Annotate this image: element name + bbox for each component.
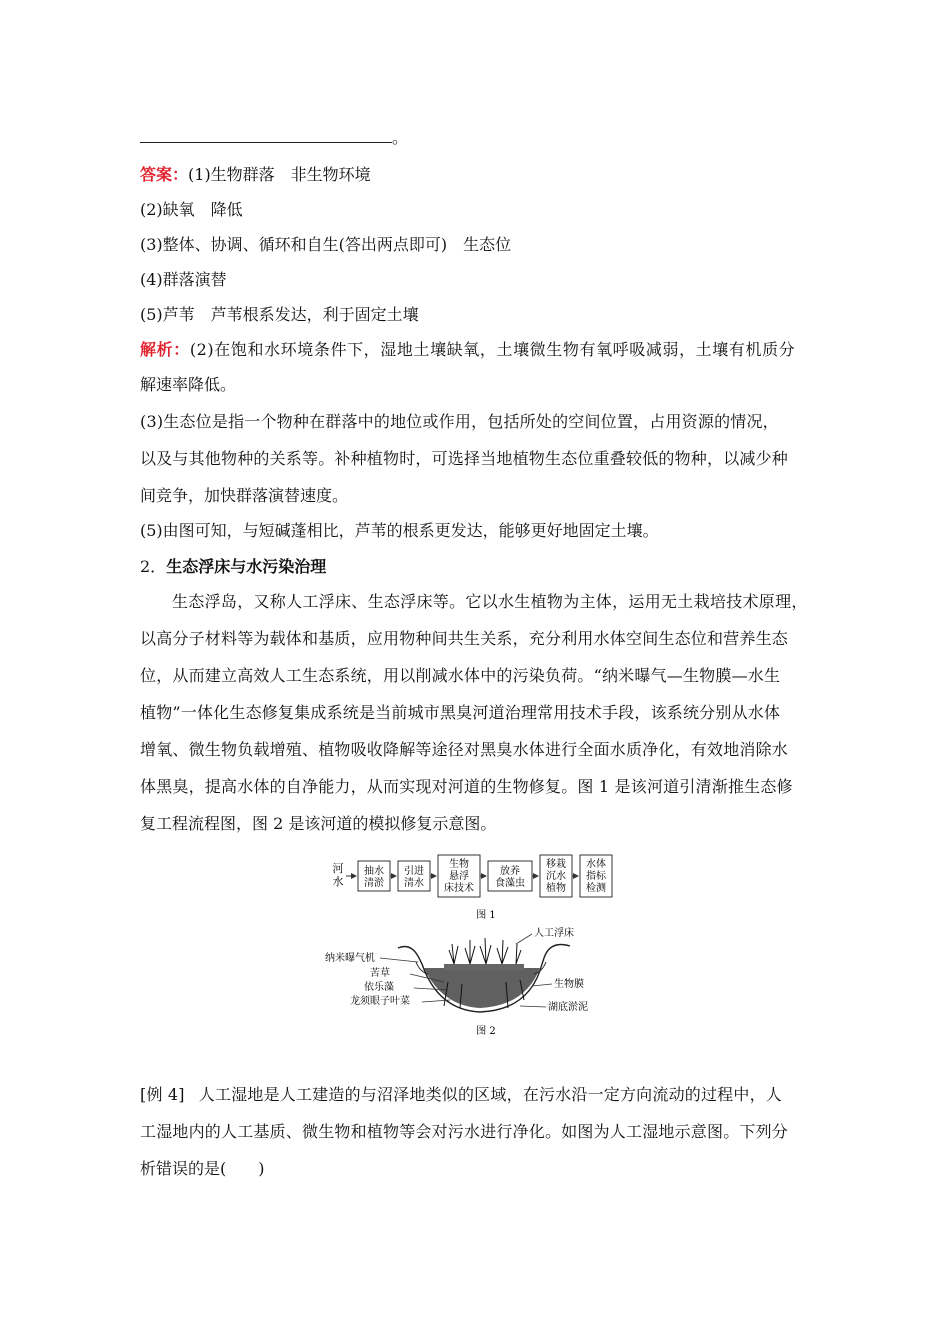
- answer-line-5: (5)芦苇 芦苇根系发达，利于固定土壤: [140, 305, 419, 324]
- section-title: 生态浮床与水污染治理: [166, 557, 327, 576]
- svg-text:水体: 水体: [586, 859, 606, 870]
- analysis-line-4: 以及与其他物种的关系等。补种植物时，可选择当地植物生态位重叠较低的物种，以减少种: [140, 449, 789, 468]
- label-aerator: 纳米曝气机: [325, 953, 375, 964]
- paragraph-line-1: 生态浮岛，又称人工浮床、生态浮床等。它以水生植物为主体，运用无土栽培技术原理，: [172, 592, 808, 611]
- answer-line-3: (3)整体、协调、循环和自生(答出两点即可) 生态位: [140, 235, 512, 254]
- label-plant1: 苦草: [370, 968, 390, 979]
- svg-text:抽水: 抽水: [364, 866, 384, 877]
- svg-text:指标: 指标: [586, 871, 606, 882]
- label-plant3: 龙须眼子叶菜: [350, 996, 410, 1007]
- svg-text:食藻虫: 食藻虫: [495, 878, 525, 889]
- analysis-line-5: 间竞争，加快群落演替速度。: [140, 486, 349, 505]
- svg-text:移栽: 移栽: [546, 859, 566, 870]
- section-number: 2．: [140, 557, 167, 576]
- paragraph-line-5: 增氧、微生物负载增殖、植物吸收降解等途径对黑臭水体进行全面水质净化，有效地消除水: [140, 740, 789, 759]
- svg-text:引进: 引进: [404, 866, 424, 877]
- paragraph-line-4: 植物”一体化生态修复集成系统是当前城市黑臭河道治理常用技术手段，该系统分别从水体: [140, 703, 781, 722]
- figure1-caption: 图 1: [476, 910, 496, 921]
- example-line-2: 工湿地内的人工基质、微生物和植物等会对污水进行净化。如图为人工湿地示意图。下列分: [140, 1122, 789, 1141]
- example-line-3: 析错误的是( ): [140, 1159, 265, 1178]
- figure-svg: [320, 850, 620, 1050]
- svg-text:清淤: 清淤: [364, 878, 384, 889]
- restoration-diagram: [325, 926, 588, 1037]
- example-tag: [例 4]: [140, 1085, 185, 1104]
- paragraph-line-7: 复工程流程图，图 2 是该河道的模拟修复示意图。: [140, 814, 497, 833]
- mud-layer: [424, 968, 540, 1008]
- analysis-label: 解析：: [140, 340, 190, 359]
- svg-text:悬浮: 悬浮: [449, 871, 469, 882]
- analysis-line-2: 解速率降低。: [140, 375, 237, 394]
- analysis-line-6: (5)由图可知，与短碱蓬相比，芦苇的根系更发达，能够更好地固定土壤。: [140, 521, 659, 540]
- floating-bed: [444, 964, 524, 970]
- svg-text:沉水: 沉水: [546, 871, 566, 882]
- flow-start-1: 河: [332, 862, 344, 875]
- label-plant2: 依乐藻: [364, 982, 394, 993]
- answer-label: 答案：: [140, 165, 189, 184]
- example-line-1: [例 4] 人工湿地是人工建造的与沼泽地类似的区域，在污水沿一定方向流动的过程中，人: [140, 1085, 782, 1104]
- svg-text:检测: 检测: [586, 883, 606, 894]
- blank-underline: [140, 128, 392, 143]
- answer-line-1: 答案：(1)生物群落 非生物环境: [140, 165, 371, 184]
- svg-text:放养: 放养: [500, 866, 520, 877]
- label-mud: 湖底淤泥: [548, 1002, 588, 1013]
- svg-text:床技术: 床技术: [444, 883, 474, 894]
- answer-line-4: (4)群落演替: [140, 270, 227, 289]
- svg-text:清水: 清水: [404, 878, 424, 889]
- label-float: 人工浮床: [534, 928, 574, 939]
- paragraph-line-6: 体黑臭，提高水体的自净能力，从而实现对河道的生物修复。图 1 是该河道引清渐推生态修: [140, 777, 793, 796]
- fill-blank-line: 。: [140, 126, 820, 150]
- paragraph-line-2: 以高分子材料等为载体和基质，应用物种间共生关系，充分利用水体空间生态位和营养生态: [140, 629, 789, 648]
- answer-line-2: (2)缺氧 降低: [140, 200, 243, 219]
- figure-area: [320, 850, 620, 1050]
- svg-text:生物: 生物: [449, 859, 469, 870]
- flow-start-2: 水: [332, 875, 344, 888]
- analysis-line-3: (3)生态位是指一个物种在群落中的地位或作用，包括所处的空间位置，占用资源的情况，: [140, 412, 779, 431]
- paragraph-line-3: 位，从而建立高效人工生态系统，用以削减水体中的污染负荷。“纳米曝气—生物膜—水生: [140, 666, 781, 685]
- flowchart: [333, 855, 613, 921]
- analysis-line-1: 解析：(2)在饱和水环境条件下，湿地土壤缺氧，土壤微生物有氧呼吸减弱，土壤有机质分: [140, 340, 796, 359]
- svg-text:植物: 植物: [546, 883, 566, 894]
- figure2-caption: 图 2: [476, 1026, 496, 1037]
- label-biofilm: 生物膜: [554, 979, 584, 990]
- section-heading: [140, 555, 820, 579]
